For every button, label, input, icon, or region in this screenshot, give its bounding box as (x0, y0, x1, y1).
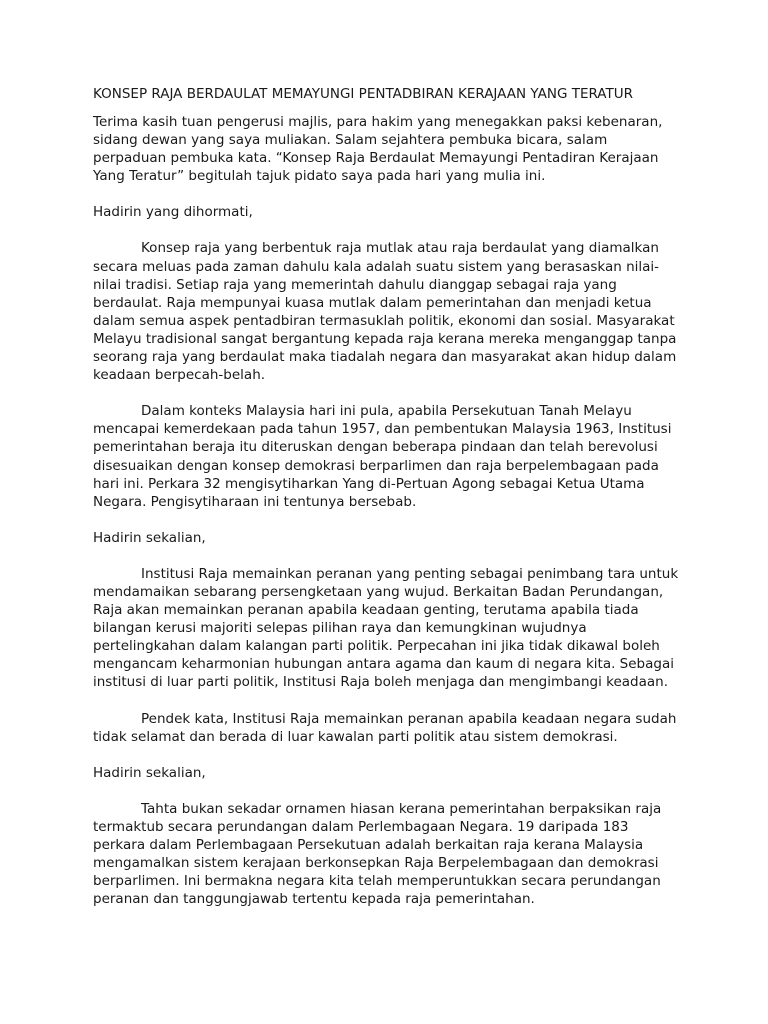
paragraph-salutation: Hadirin yang dihormati, (93, 204, 253, 221)
paragraph-body: Tahta bukan sekadar ornamen hiasan kerana pemerintahan berpaksikan raja termaktub secara perundangan dalam Perlembagaan Negara. 19 daripada 183 perkara dalam Perlembagaan Persekutuan adalah berkaitan raja kerana Malaysia mengamalkan sistem kerajaan berkonsepkan Raja Berpelembagaan dan demokrasi berparlimen. Ini bermakna negara kita telah memperuntukkan secara perundangan peranan dan tanggungjawab tertentu kepada raja pemerintahan. (93, 800, 662, 908)
paragraph-body: Pendek kata, Institusi Raja memainkan peranan apabila keadaan negara sudah tidak selamat dan berada di luar kawalan parti politik atau sistem demokrasi. (93, 710, 677, 745)
paragraph-body: Konsep raja yang berbentuk raja mutlak atau raja berdaulat yang diamalkan secara meluas pada zaman dahulu kala adalah suatu sistem yang berasaskan nilai-nilai tradisi. Setiap raja yang memerintah dahulu dianggap sebagai raja yang berdaulat. Raja mempunyai kuasa mutlak dalam pemerintahan dan menjadi ketua dalam semua aspek pentadbiran termasuklah politik, ekonomi dan sosial. Masyarakat Melayu tradisional sangat bergantung kepada raja kerana mereka menganggap tanpa seorang raja yang berdaulat maka tiadalah negara dan masyarakat akan hidup dalam keadaan berpecah-belah. (93, 240, 677, 384)
paragraph-opening: Terima kasih tuan pengerusi majlis, para hakim yang menegakkan paksi kebenaran, sidang dewan yang saya muliakan. Salam sejahtera pembuka bicara, salam perpaduan pembuka kata. “Konsep Raja Berdaulat Memayungi Pentadiran Kerajaan Yang Teratur” begitulah tajuk pidato saya pada hari yang mulia ini. (93, 114, 663, 185)
paragraph-salutation: Hadirin sekalian, (93, 764, 206, 781)
paragraph-salutation: Hadirin sekalian, (93, 529, 206, 546)
paragraph-body: Dalam konteks Malaysia hari ini pula, apabila Persekutuan Tanah Melayu mencapai kemerdekaan pada tahun 1957, dan pembentukan Malaysia 1963, Institusi pemerintahan beraja itu diteruskan dengan beberapa pindaan dan telah berevolusi disesuaikan dengan konsep demokrasi berparlimen dan raja berpelembagaan pada hari ini. Perkara 32 mengisytiharkan Yang di-Pertuan Agong sebagai Ketua Utama Negara. Pengisytiharaan ini tentunya bersebab. (93, 403, 672, 510)
document-title: KONSEP RAJA BERDAULAT MEMAYUNGI PENTADBIRAN KERAJAAN YANG TERATUR (93, 86, 633, 102)
paragraph-body: Institusi Raja memainkan peranan yang penting sebagai penimbang tara untuk mendamaikan sebarang persengketaan yang wujud. Berkaitan Badan Perundangan, Raja akan memainkan peranan apabila keadaan genting, terutama apabila tiada bilangan kerusi majoriti selepas pilihan raya dan kemungkinan wujudnya pertelingkahan dalam kalangan parti politik. Perpecahan ini jika tidak dikawal boleh mengancam keharmonian hubungan antara agama dan kaum di negara kita. Sebagai institusi di luar parti politik, Institusi Raja boleh menjaga dan mengimbangi keadaan. (93, 565, 679, 691)
document-page (93, 85, 683, 926)
